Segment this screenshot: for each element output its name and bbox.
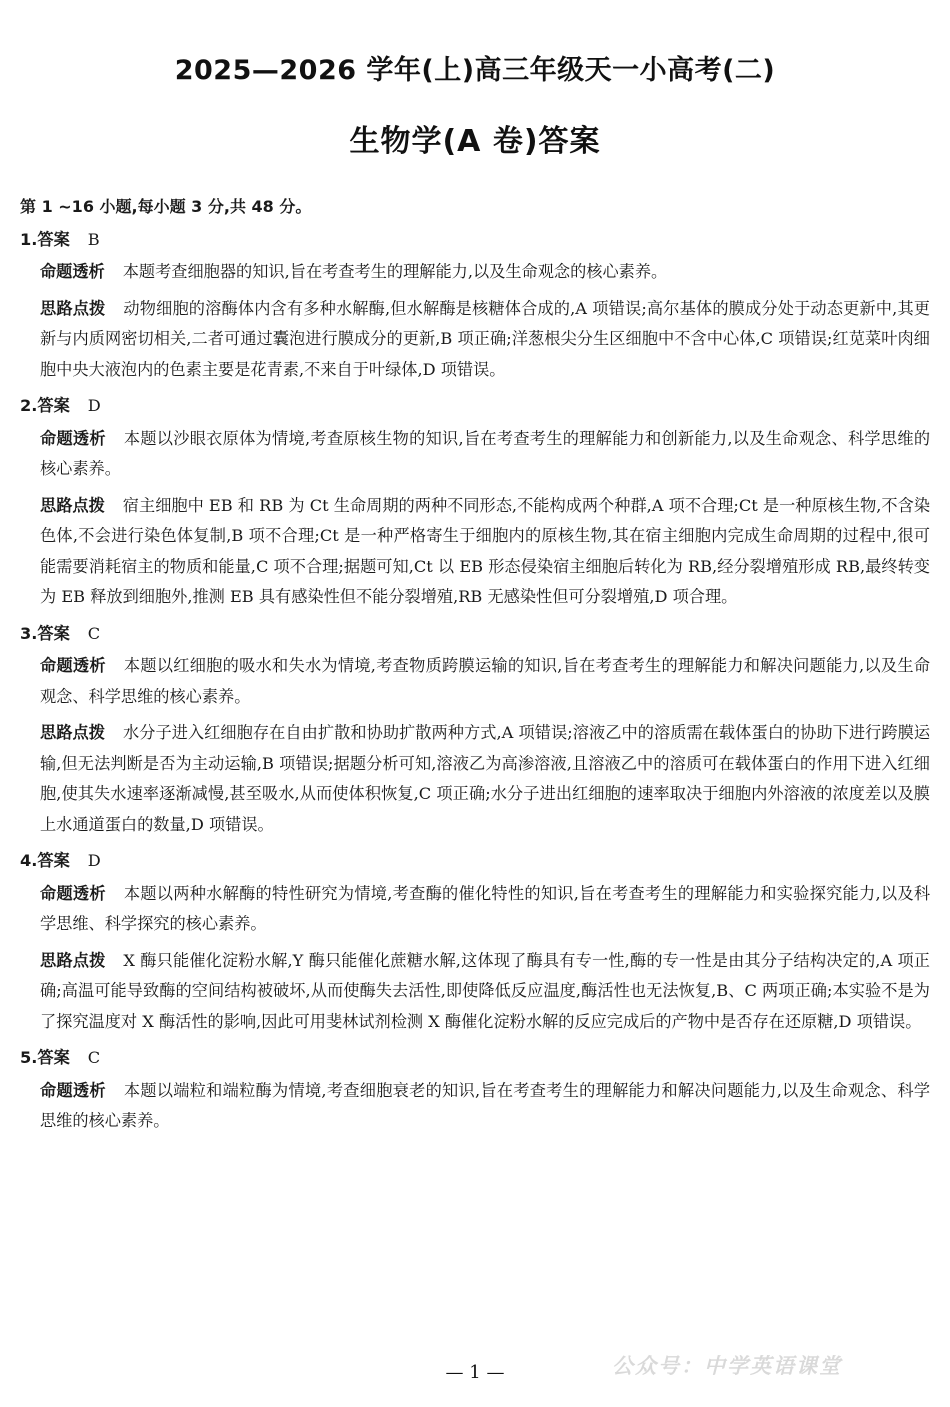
intent-text: 本题以端粒和端粒酶为情境,考查细胞衰老的知识,旨在考查考生的理解能力和解决问题能力,以及生命观念、科学思维的核心素养。 <box>40 1080 931 1130</box>
question-number: 2. <box>20 396 38 415</box>
analysis-paragraph <box>20 491 930 613</box>
intent-text: 本题以两种水解酶的特性研究为情境,考查酶的催化特性的知识,旨在考查考生的理解能力和实验探究能力,以及科学思维、科学探究的核心素养。 <box>40 883 931 933</box>
section-intro: 第 1 ~16 小题,每小题 3 分,共 48 分。 <box>20 197 312 216</box>
intent-paragraph <box>20 651 930 712</box>
analysis-text: 宿主细胞中 EB 和 RB 为 Ct 生命周期的两种不同形态,不能构成两个种群,A 项不合理;Ct 是一种原核生物,不含染色体,不会进行染色体复制,B 项不合理;Ct 是一种严格寄生于细胞内的原核生物,其在宿主细胞内完成生命周期的过程中,很可能需要消耗宿主的物质和能量,C 项不合理;据题可知,Ct 以 EB 形态侵染宿主细胞后转化为 RB,经分裂增殖形成 RB,最终转变为 EB 释放到细胞外,推测 EB 具有感染性但不能分裂增殖,RB 无感染性但可分裂增殖,D 项合理。 <box>40 495 931 606</box>
analysis-text: 动物细胞的溶酶体内含有多种水解酶,但水解酶是核糖体合成的,A 项错误;高尔基体的膜成分处于动态更新中,其更新与内质网密切相关,二者可通过囊泡进行膜成分的更新,B 项正确;洋葱根尖分生区细胞中不含中心体,C 项错误;红苋菜叶肉细胞中央大液泡内的色素主要是花青素,不来自于叶绿体,D 项错误。 <box>40 298 930 379</box>
answer-content <box>20 192 930 1143</box>
question-number: 1. <box>20 229 38 249</box>
question-number: 5. <box>20 1048 38 1067</box>
answer-line <box>20 391 930 422</box>
analysis-label: 思路点拨 <box>40 495 105 515</box>
answer-value: C <box>87 1048 101 1067</box>
analysis-paragraph <box>20 718 930 840</box>
intent-text: 本题考查细胞器的知识,旨在考查考生的理解能力,以及生命观念的核心素养。 <box>122 262 668 281</box>
intent-label: 命题透析 <box>40 428 106 448</box>
page-number: — 1 — <box>445 1362 505 1383</box>
analysis-text: 水分子进入红细胞存在自由扩散和协助扩散两种方式,A 项错误;溶液乙中的溶质需在载体蛋白的协助下进行跨膜运输,但无法判断是否为主动运输,B 项错误;据题分析可知,溶液乙为高渗溶液,且溶液乙中的溶质可在载体蛋白的作用下进入红细胞,使其失水速率逐渐减慢,甚至吸水,从而使体积恢复,C 项正确;水分子进出红细胞的速率取决于细胞内外溶液的浓度差以及膜上水通道蛋白的数量,D 项错误。 <box>40 723 931 834</box>
analysis-paragraph <box>20 294 930 386</box>
analysis-text: X 酶只能催化淀粉水解,Y 酶只能催化蔗糖水解,这体现了酶具有专一性,酶的专一性是由其分子结构决定的,A 项正确;高温可能导致酶的空间结构被破坏,从而使酶失去活性,即使降低反应温度,酶活性也无法恢复,B、C 两项正确;本实验不是为了探究温度对 X 酶活性的影响,因此可用斐林试剂检测 X 酶催化淀粉水解的反应完成后的产物中是否存在还原糖,D 项错误。 <box>40 950 930 1031</box>
exam-title: 2025—2026 学年(上)高三年级天一小高考(二) <box>174 55 776 86</box>
analysis-paragraph <box>20 946 930 1038</box>
intent-paragraph <box>20 1076 930 1137</box>
intent-label: 命题透析 <box>40 883 106 903</box>
intent-label: 命题透析 <box>40 656 106 675</box>
analysis-label: 思路点拨 <box>40 298 106 318</box>
analysis-label: 思路点拨 <box>40 950 106 970</box>
answer-label: 答案 <box>37 851 70 870</box>
answer-label: 答案 <box>37 1048 70 1067</box>
analysis-label: 思路点拨 <box>40 723 105 742</box>
question-number: 3. <box>20 623 38 643</box>
answer-value: B <box>87 229 100 249</box>
intent-label: 命题透析 <box>40 1080 106 1100</box>
answer-line <box>20 846 930 877</box>
intent-paragraph <box>20 424 930 485</box>
answer-line <box>20 225 930 256</box>
question-number: 4. <box>20 851 38 870</box>
watermark: 公众号：中学英语课堂 <box>612 1354 842 1378</box>
question-block <box>20 619 930 841</box>
subject-title: 生物学(A 卷)答案 <box>349 124 601 159</box>
answer-label: 答案 <box>37 623 70 643</box>
answer-label: 答案 <box>37 229 70 249</box>
intent-paragraph <box>20 257 930 288</box>
answer-line <box>20 619 930 650</box>
answer-value: C <box>87 623 101 643</box>
answer-label: 答案 <box>37 396 70 415</box>
intent-paragraph <box>20 879 930 940</box>
intent-text: 本题以红细胞的吸水和失水为情境,考查物质跨膜运输的知识,旨在考查考生的理解能力和解决问题能力,以及生命观念、科学思维的核心素养。 <box>40 656 931 706</box>
answer-value: D <box>87 851 101 870</box>
question-block <box>20 1043 930 1137</box>
intent-text: 本题以沙眼衣原体为情境,考查原核生物的知识,旨在考查考生的理解能力和创新能力,以及生命观念、科学思维的核心素养。 <box>40 428 931 478</box>
question-block <box>20 225 930 386</box>
question-block <box>20 846 930 1037</box>
intent-label: 命题透析 <box>40 262 105 281</box>
question-block <box>20 391 930 613</box>
answer-value: D <box>87 396 101 415</box>
answer-line <box>20 1043 930 1074</box>
